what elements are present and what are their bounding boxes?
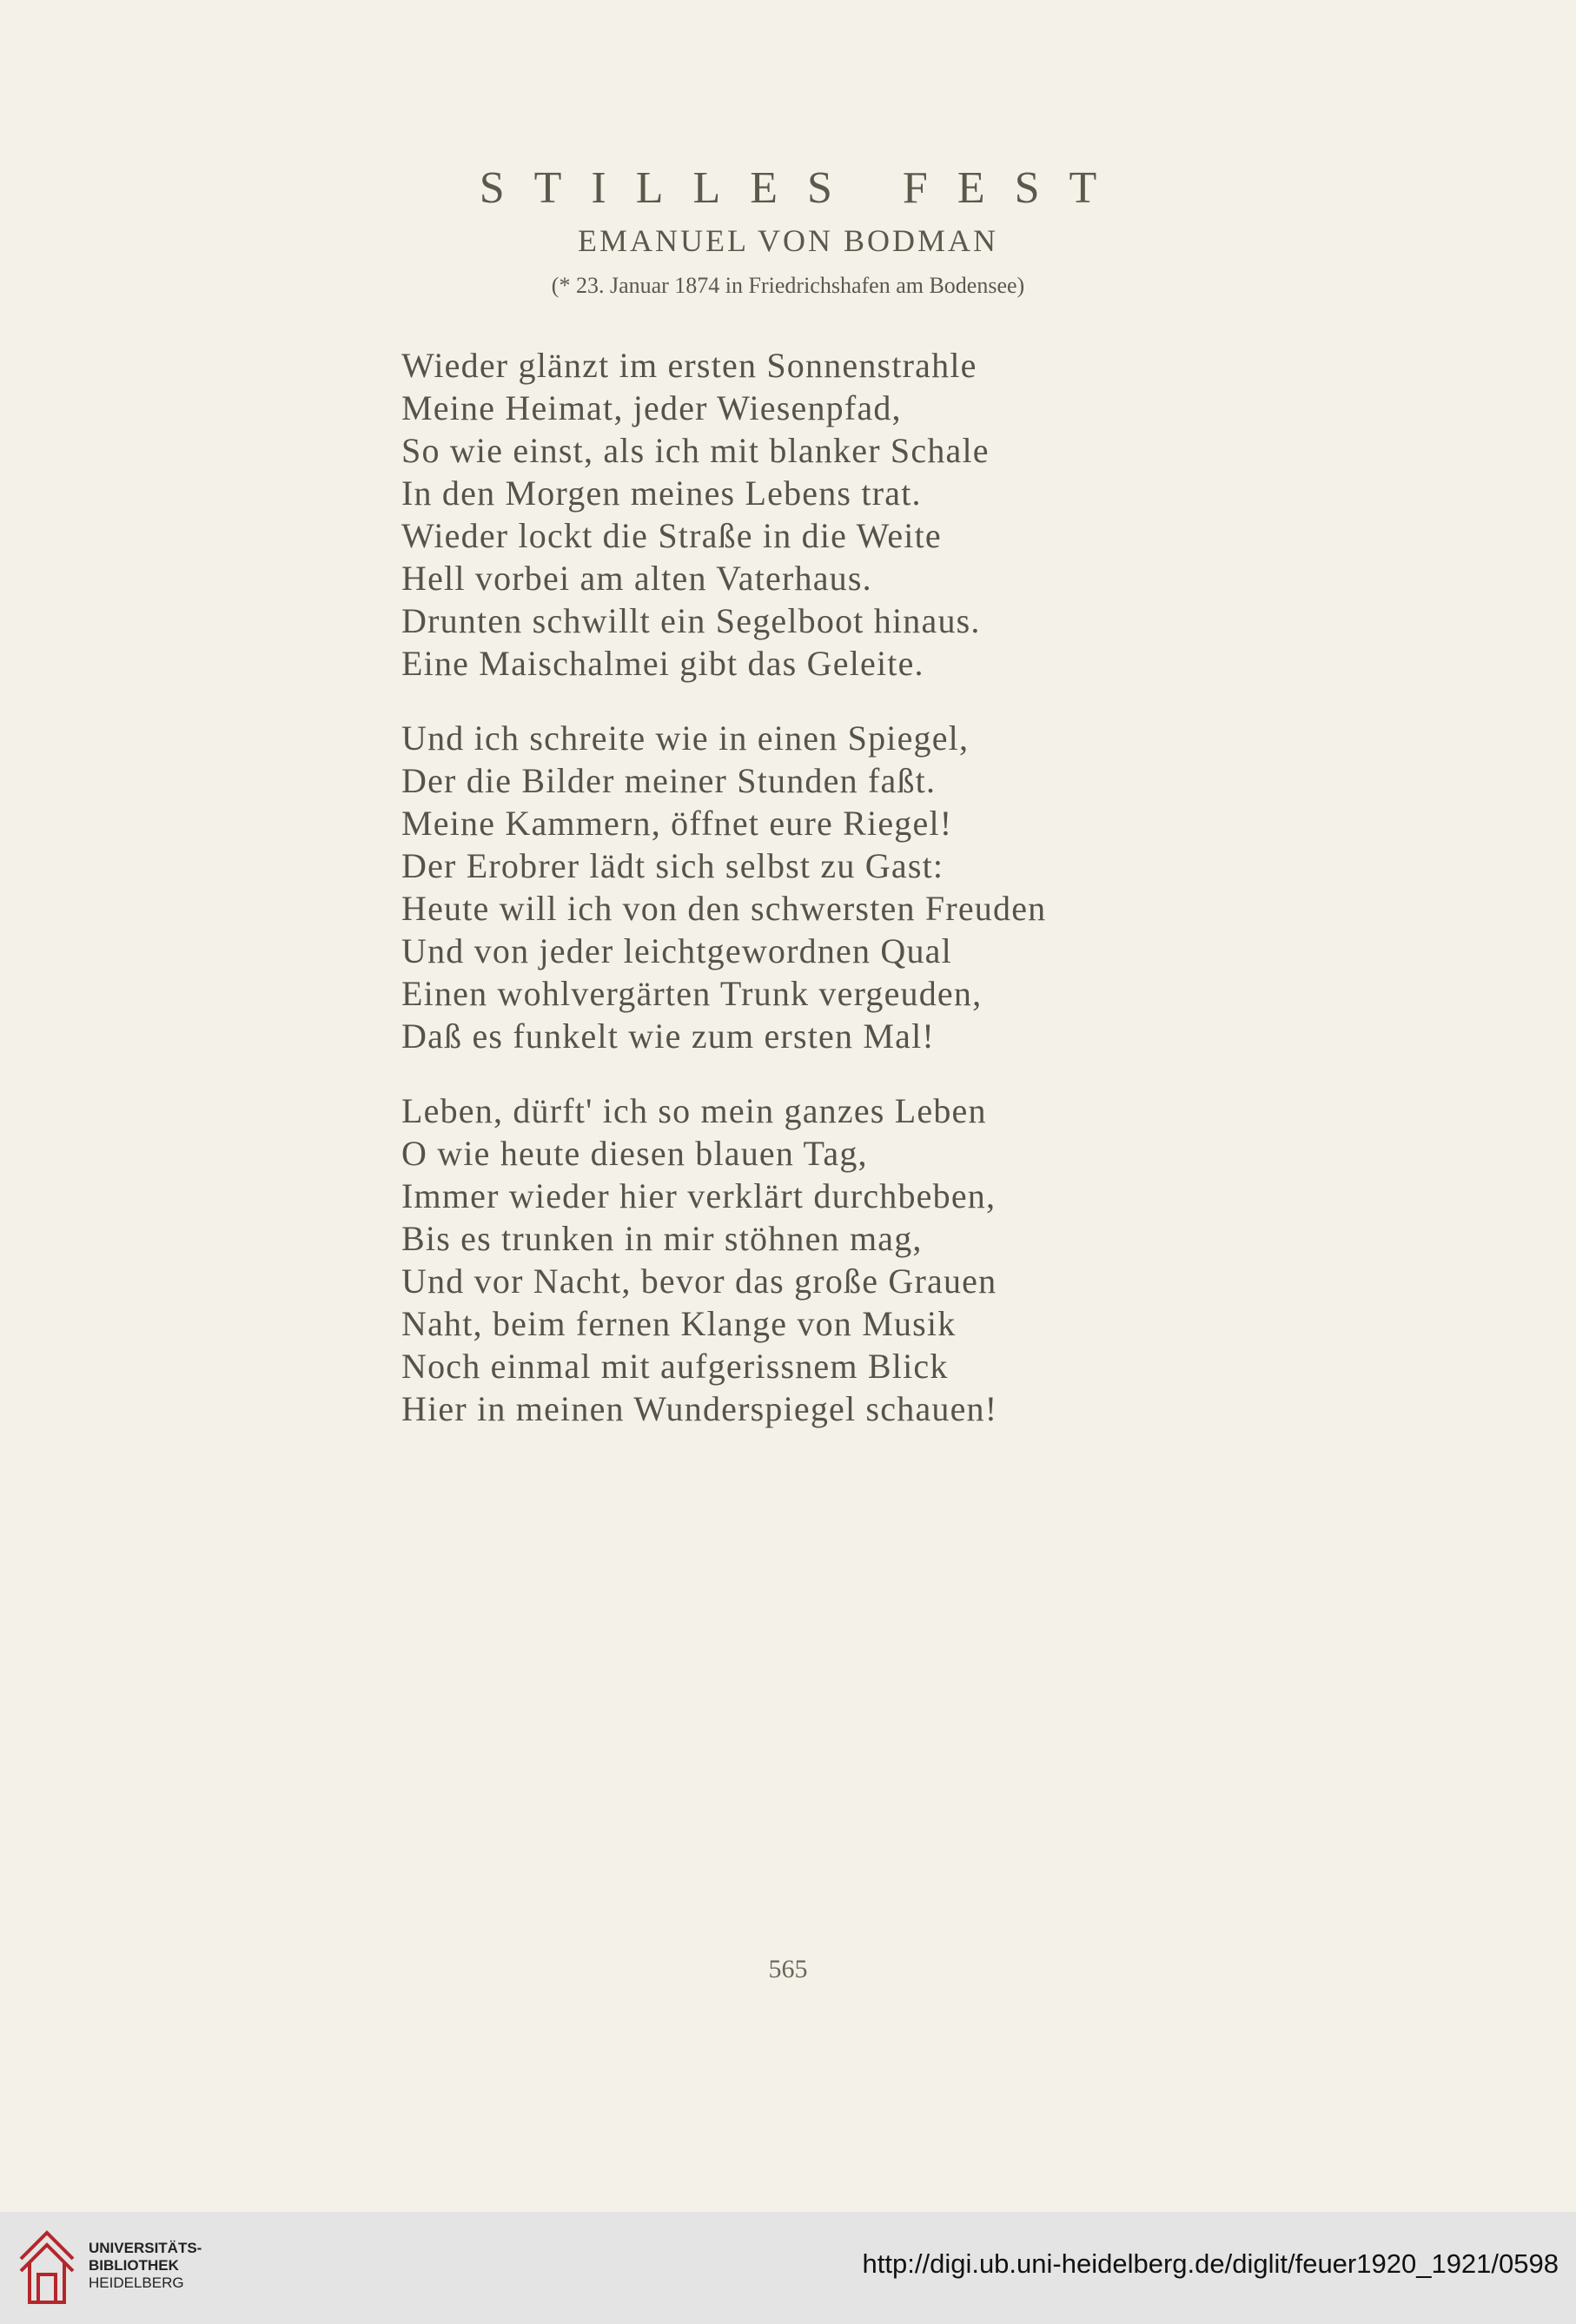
library-logo-icon	[16, 2228, 78, 2307]
poem-line: Und ich schreite wie in einen Spiegel,	[401, 718, 970, 758]
poem-line: Daß es funkelt wie zum ersten Mal!	[401, 1016, 935, 1056]
poem-line: Eine Maischalmei gibt das Geleite.	[401, 644, 924, 683]
poem-line: In den Morgen meines Lebens trat.	[401, 473, 922, 513]
poem-line: Naht, beim fernen Klange von Musik	[401, 1304, 957, 1343]
poem-line: Hier in meinen Wunderspiegel schauen!	[401, 1389, 998, 1428]
poem-author: EMANUEL VON BODMAN	[578, 223, 998, 258]
poem-line: Der Erobrer lädt sich selbst zu Gast:	[401, 846, 944, 885]
poem-line: Einen wohlvergärten Trunk vergeuden,	[401, 974, 983, 1013]
poem-line: Wieder glänzt im ersten Sonnenstrahle	[401, 346, 977, 385]
poem-line: Hell vorbei am alten Vaterhaus.	[401, 559, 872, 598]
permalink-url[interactable]: http://digi.ub.uni-heidelberg.de/diglit/feuer1920_1921/0598	[862, 2248, 1559, 2279]
stanza-2	[401, 717, 1046, 1057]
library-footer	[0, 2212, 1576, 2324]
library-name	[89, 2240, 202, 2292]
poem-line: Noch einmal mit aufgerissnem Blick	[401, 1347, 949, 1386]
page-number: 565	[768, 1955, 808, 1983]
library-name-line: HEIDELBERG	[89, 2274, 184, 2291]
poem-line: Wieder lockt die Straße in die Weite	[401, 516, 942, 555]
author-birth-note: (* 23. Januar 1874 in Friedrichshafen am Bodensee)	[551, 273, 1025, 298]
library-name-line: BIBLIOTHEK	[89, 2257, 179, 2274]
library-name-line: UNIVERSITÄTS-	[89, 2240, 202, 2256]
poem-line: Der die Bilder meiner Stunden faßt.	[401, 761, 937, 800]
stanza-3	[401, 1089, 997, 1430]
poem-line: Drunten schwillt ein Segelboot hinaus.	[401, 601, 981, 640]
poem-line: Leben, dürft' ich so mein ganzes Leben	[401, 1091, 987, 1130]
poem-title: STILLES FEST	[479, 162, 1127, 213]
poem-line: O wie heute diesen blauen Tag,	[401, 1134, 868, 1173]
poem-line: Heute will ich von den schwersten Freuden	[401, 889, 1047, 928]
poem-line: Bis es trunken in mir stöhnen mag,	[401, 1219, 923, 1258]
poem-line: So wie einst, als ich mit blanker Schale	[401, 431, 990, 470]
poem-line: Und von jeder leichtgewordnen Qual	[401, 931, 952, 970]
poem-line: Und vor Nacht, bevor das große Grauen	[401, 1261, 997, 1301]
stanza-1	[401, 344, 990, 685]
poem-line: Immer wieder hier verklärt durchbeben,	[401, 1176, 997, 1215]
poem-line: Meine Heimat, jeder Wiesenpfad,	[401, 388, 902, 427]
poem-line: Meine Kammern, öffnet eure Riegel!	[401, 804, 953, 843]
